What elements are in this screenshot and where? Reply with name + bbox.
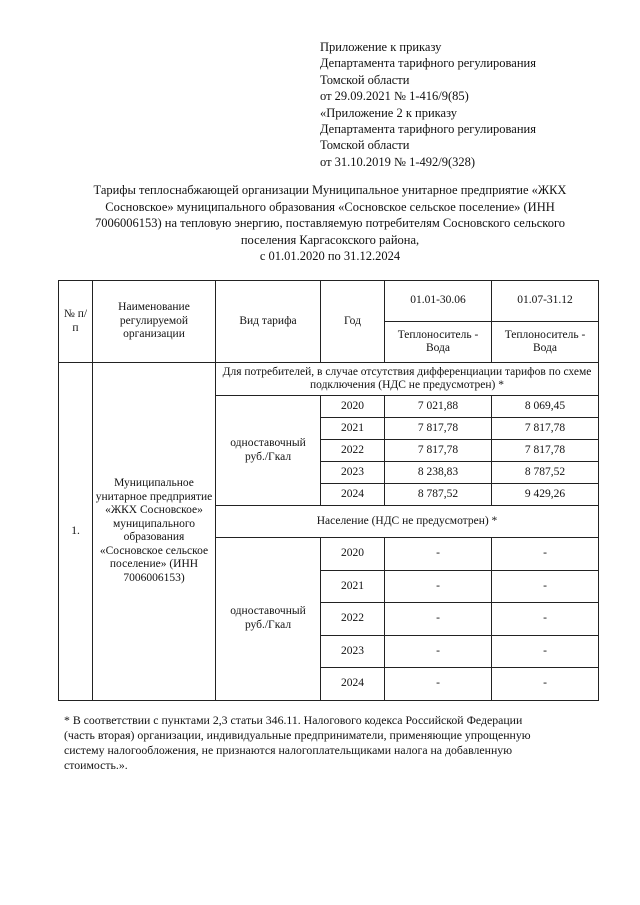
value-cell: 8 787,52: [492, 462, 599, 484]
value-cell: 8 069,45: [492, 396, 599, 418]
header-line: Приложение к приказу: [320, 40, 442, 54]
header-line: от 31.10.2019 № 1-492/9(328): [320, 154, 476, 169]
value-cell: -: [492, 635, 599, 668]
value-cell: 8 787,52: [385, 484, 492, 506]
header-year: Год: [321, 281, 385, 363]
header-period-2: 01.07-31.12: [492, 281, 599, 322]
header-line: Департамента тарифного регулирования: [320, 56, 536, 71]
year-cell: 2024: [321, 668, 385, 701]
header-line: «Приложение 2 к приказу: [320, 105, 458, 120]
header-line: Томской области: [320, 138, 410, 153]
year-cell: 2021: [321, 418, 385, 440]
value-cell: -: [385, 570, 492, 603]
group-header-row: [59, 363, 599, 396]
value-cell: 7 021,88: [385, 396, 492, 418]
year-cell: 2024: [321, 484, 385, 506]
header-carrier-2: Теплоноситель - Вода: [492, 322, 599, 363]
value-cell: -: [492, 538, 599, 571]
document-title: [60, 182, 600, 265]
value-cell: 7 817,78: [492, 418, 599, 440]
title-line: Тарифы теплоснабжающей организации Муниципальное унитарное предприятие «ЖКХ: [93, 183, 567, 197]
header-line: Департамента тарифного регулирования: [320, 122, 536, 137]
group-label-population: Население (НДС не предусмотрен) *: [216, 506, 599, 538]
value-cell: -: [385, 538, 492, 571]
value-cell: 8 238,83: [385, 462, 492, 484]
footnote-line: (часть вторая) организации, индивидуальные предприниматели, применяющие упрощенную: [64, 728, 531, 742]
order-header: [320, 39, 620, 170]
header-period-1: 01.01-30.06: [385, 281, 492, 322]
year-cell: 2020: [321, 538, 385, 571]
title-line: поселения Каргасокского района,: [240, 232, 420, 247]
value-cell: -: [492, 603, 599, 636]
header-organization: Наименование регулируемой организации: [93, 281, 216, 363]
year-cell: 2022: [321, 440, 385, 462]
year-cell: 2023: [321, 462, 385, 484]
value-cell: -: [492, 668, 599, 701]
tariff-table: [58, 280, 599, 701]
header-number: № п/п: [59, 281, 93, 363]
value-cell: -: [385, 603, 492, 636]
footnote: [64, 713, 609, 773]
table-header-row: [59, 281, 599, 322]
header-tariff-type: Вид тарифа: [216, 281, 321, 363]
footnote-line: систему налогообложения, не признаются налогоплательщиками налога на добавленную: [64, 743, 513, 757]
value-cell: 7 817,78: [492, 440, 599, 462]
year-cell: 2022: [321, 603, 385, 636]
value-cell: 7 817,78: [385, 440, 492, 462]
value-cell: -: [385, 668, 492, 701]
year-cell: 2023: [321, 635, 385, 668]
year-cell: 2020: [321, 396, 385, 418]
tariff-type-cell: одноставочный руб./Гкал: [216, 396, 321, 506]
year-cell: 2021: [321, 570, 385, 603]
tariff-type-cell: одноставочный руб./Гкал: [216, 538, 321, 701]
header-line: от 29.09.2021 № 1-416/9(85): [320, 89, 469, 104]
header-line: Томской области: [320, 72, 410, 87]
organization-name: Муниципальное унитарное предприятие «ЖКХ Сосновское» муниципального образования «Сосновское сельское поселение» (ИНН 7006006153): [93, 363, 216, 701]
header-carrier-1: Теплоноситель - Вода: [385, 322, 492, 363]
value-cell: 9 429,26: [492, 484, 599, 506]
title-line: Сосновское» муниципального образования «Сосновское сельское поселение» (ИНН: [105, 199, 555, 214]
title-line: с 01.01.2020 по 31.12.2024: [259, 249, 401, 263]
value-cell: -: [385, 635, 492, 668]
row-number: 1.: [59, 363, 93, 701]
value-cell: -: [492, 570, 599, 603]
footnote-line: * В соответствии с пунктами 2,3 статьи 346.11. Налогового кодекса Российской Федерации: [64, 713, 523, 727]
group-label-consumers: Для потребителей, в случае отсутствия дифференциации тарифов по схеме подключения (НДС не предусмотрен) *: [216, 363, 599, 396]
title-line: 7006006153) на тепловую энергию, поставляемую потребителям Сосновского сельского: [94, 216, 566, 230]
footnote-line: стоимость.».: [64, 758, 128, 772]
value-cell: 7 817,78: [385, 418, 492, 440]
